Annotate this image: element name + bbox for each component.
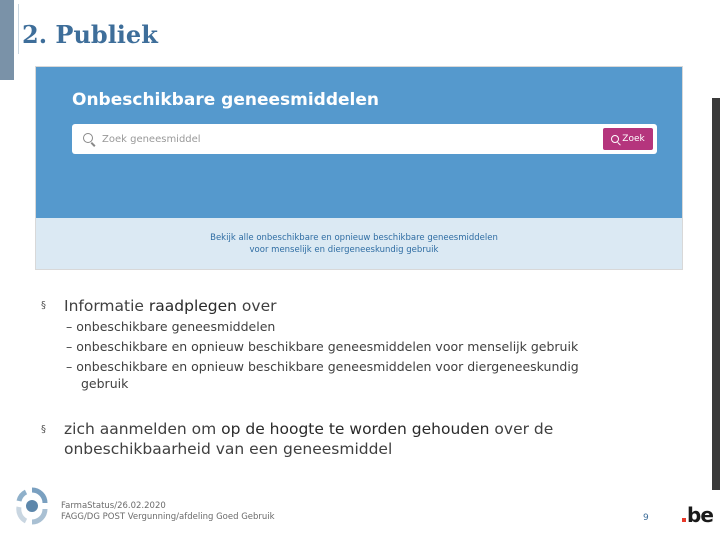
bullet-subscribe: [64, 419, 664, 439]
overview-link-line2[interactable]: voor menselijk en diergeneeskundig gebruik: [249, 245, 439, 255]
footer-line2: FAGG/DG POST Vergunning/afdeling Goed Gebruik: [61, 512, 275, 522]
right-edge-bar: [712, 98, 720, 490]
bullet-subscribe-emphasis: op de hoogte te worden gehouden: [221, 420, 490, 438]
slide-title: 2. Publiek: [22, 20, 158, 49]
sub-item-3: [66, 358, 579, 376]
agency-logo: [16, 487, 48, 527]
footer-info: [61, 501, 275, 523]
bullet-symbol: §: [41, 424, 46, 435]
sub-item-1: [66, 318, 275, 336]
bullet-consult-suffix: over: [236, 297, 277, 315]
be-logo-text: be: [687, 503, 713, 527]
sub-item-3-text: onbeschikbare en opnieuw beschikbare geneesmiddelen voor diergeneeskundig: [76, 359, 579, 374]
overview-link-line1[interactable]: Bekijk alle onbeschikbare en opnieuw beschikbare geneesmiddelen: [210, 233, 498, 243]
bullet-consult-prefix: Informatie: [64, 297, 149, 315]
bullet-consult-emphasis: raadplegen: [148, 297, 237, 315]
dash: –: [66, 359, 73, 374]
bullet-subscribe-prefix: zich aanmelden om: [64, 420, 222, 438]
search-button[interactable]: [603, 128, 653, 150]
sub-item-2-text: onbeschikbare en opnieuw beschikbare geneesmiddelen voor menselijk gebruik: [76, 339, 579, 354]
sub-item-1-text: onbeschikbare geneesmiddelen: [76, 319, 276, 334]
be-dot-icon: [682, 518, 686, 522]
title-divider: [18, 4, 19, 54]
bullet-subscribe-line2: onbeschikbaarheid van een geneesmiddel: [64, 440, 393, 458]
embedded-screenshot: [35, 66, 683, 270]
sub-item-3-continued: gebruik: [81, 376, 129, 391]
screenshot-heading: Onbeschikbare geneesmiddelen: [72, 90, 380, 110]
search-input[interactable]: [102, 131, 572, 147]
sub-item-2: [66, 338, 578, 356]
search-box[interactable]: [72, 124, 657, 154]
screenshot-header: [36, 67, 682, 218]
left-accent-bar: [0, 0, 14, 80]
be-logo: [682, 503, 713, 527]
bullet-symbol: §: [41, 300, 46, 311]
dash: –: [66, 339, 73, 354]
search-icon: [611, 135, 619, 143]
bullet-consult: [64, 296, 276, 316]
bullet-subscribe-suffix: over de: [489, 420, 554, 438]
screenshot-footer: [36, 218, 682, 270]
search-button-label: Zoek: [622, 134, 645, 144]
footer-line1: FarmaStatus/26.02.2020: [61, 501, 166, 511]
page-number: 9: [643, 513, 649, 523]
search-icon: [83, 133, 93, 143]
dash: –: [66, 319, 73, 334]
